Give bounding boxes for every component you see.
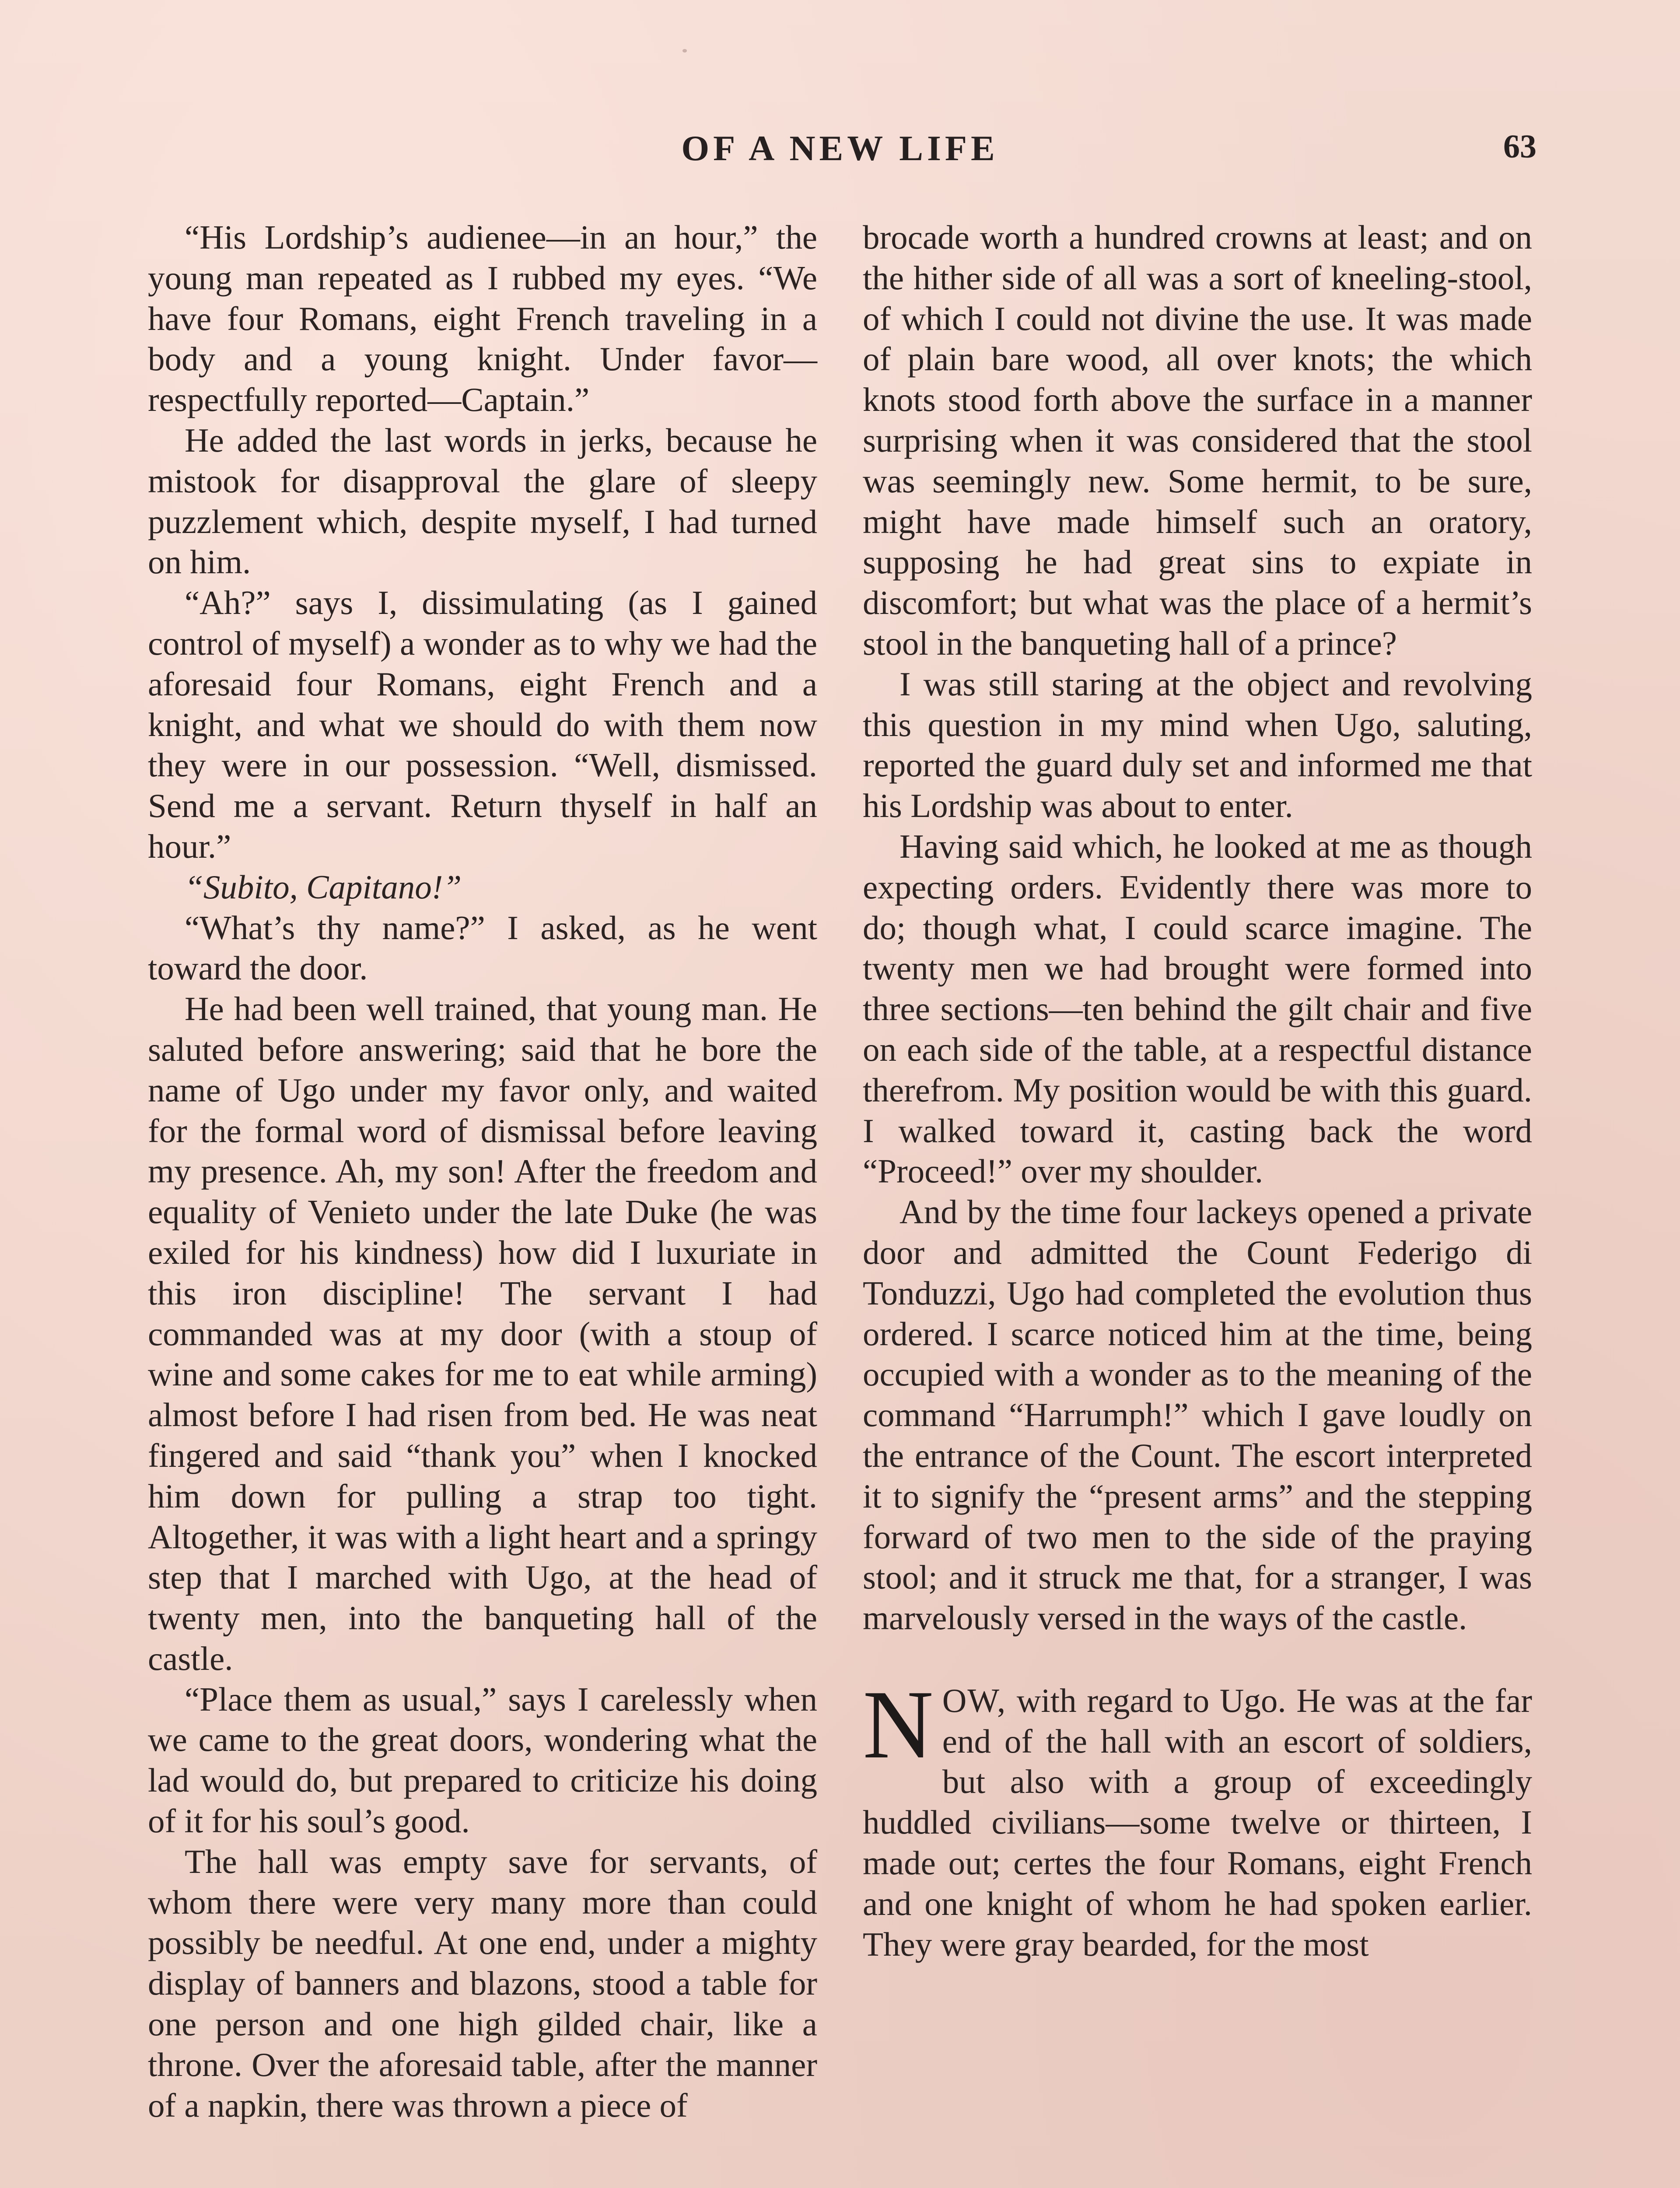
paragraph-continued: brocade worth a hundred crowns at least; and on the hither side of all was a sort of kneeling-stool, of which I could not divine the use. It was made of plain bare wood, all over knots; the which knots stood forth above the surface in a manner surprising when it was considered that the stool was seemingly new. Some hermit, to be sure, might have made himself such an oratory, supposing he had great sins to expiate in discomfort; but what was the place of a hermit’s stool in the banqueting hall of a prince? [863, 218, 1532, 662]
section-text: with regard to Ugo. He was at the far end of the hall with an escort of soldiers, but also with a group of exceedingly huddled civilians—some twelve or thirteen, I made out; certes the four Romans, eight French and one knight of whom he had spoken earlier. They were gray bearded, for the most [863, 1681, 1532, 1963]
paper-fleck [544, 1984, 547, 1987]
section-opening-paragraph [863, 1670, 1532, 1965]
page-number: 63 [1503, 128, 1536, 165]
left-column [148, 217, 817, 2125]
section-break [863, 1638, 1532, 1680]
drop-cap: N [863, 1670, 934, 1779]
running-title: OF A NEW LIFE [681, 128, 999, 168]
paper-fleck [682, 49, 687, 53]
paragraph: He added the last words in jerks, because he mistook for disapproval the glare of sleepy puzzlement which, despite myself, I had turned on him. [148, 421, 817, 581]
paragraph: He had been well trained, that young man. He saluted before answering; said that he bore the name of Ugo under my favor only, and waited for the formal word of dismissal before leaving my presence. Ah, my son! After the freedom and equality of Venieto under the late Duke (he was exiled for his kindness) how did I luxuriate in this iron discipline! The servant I had commanded was at my door (with a stoup of wine and some cakes for me to eat while arming) almost before I had risen from bed. He was neat fingered and said “thank you” when I knocked him down for pulling a strap too tight. Altogether, it was with a light heart and a springy step that I marched with Ugo, at the head of twenty men, into the banqueting hall of the castle. [148, 990, 817, 1677]
paragraph: The hall was empty save for servants, of whom there were very many more than could possibly be needful. At one end, under a mighty display of banners and blazons, stood a table for one person and one high gilded chair, like a throne. Over the aforesaid table, after the manner of a napkin, there was thrown a piece of [148, 1842, 817, 2124]
paragraph-italic: “Subito, Capitano!” [185, 868, 462, 906]
paragraph: I was still staring at the object and revolving this question in my mind when Ugo, saluting, reported the guard duly set and informed me that his Lordship was about to enter. [863, 665, 1532, 825]
lead-in: OW, [942, 1681, 1007, 1719]
paragraph: “His Lordship’s audienee—in an hour,” the young man repeated as I rubbed my eyes. “We have four Romans, eight French traveling in a body and a young knight. Under favor—respectfully reported—Captain.” [148, 218, 817, 419]
right-column [863, 217, 1532, 1964]
paragraph: And by the time four lackeys opened a private door and admitted the Count Federigo di Tonduzzi, Ugo had completed the evolution thus ordered. I scarce noticed him at the time, being occupied with a wonder as to the meaning of the command “Harrumph!” which I gave loudly on the entrance of the Count. The escort interpreted it to signify the “present arms” and the stepping forward of two men to the side of the praying stool; and it struck me that, for a stranger, I was marvelously versed in the ways of the castle. [863, 1193, 1532, 1637]
running-head [0, 128, 1680, 180]
paragraph: “Ah?” says I, dissimulating (as I gained control of myself) a wonder as to why we had the aforesaid four Romans, eight French and a knight, and what we should do with them now they were in our possession. “Well, dismissed. Send me a servant. Return thyself in half an hour.” [148, 584, 817, 865]
paragraph: “Place them as usual,” says I carelessly when we came to the great doors, wondering what the lad would do, but prepared to criticize his doing of it for his soul’s good. [148, 1680, 817, 1840]
paragraph: Having said which, he looked at me as though expecting orders. Evidently there was more to do; though what, I could scarce imagine. The twenty men we had brought were formed into three sections—ten behind the gilt chair and five on each side of the table, at a respectful distance therefrom. My position would be with this guard. I walked toward it, casting back the word “Proceed!” over my shoulder. [863, 827, 1532, 1190]
paragraph: “What’s thy name?” I asked, as he went toward the door. [148, 908, 817, 987]
